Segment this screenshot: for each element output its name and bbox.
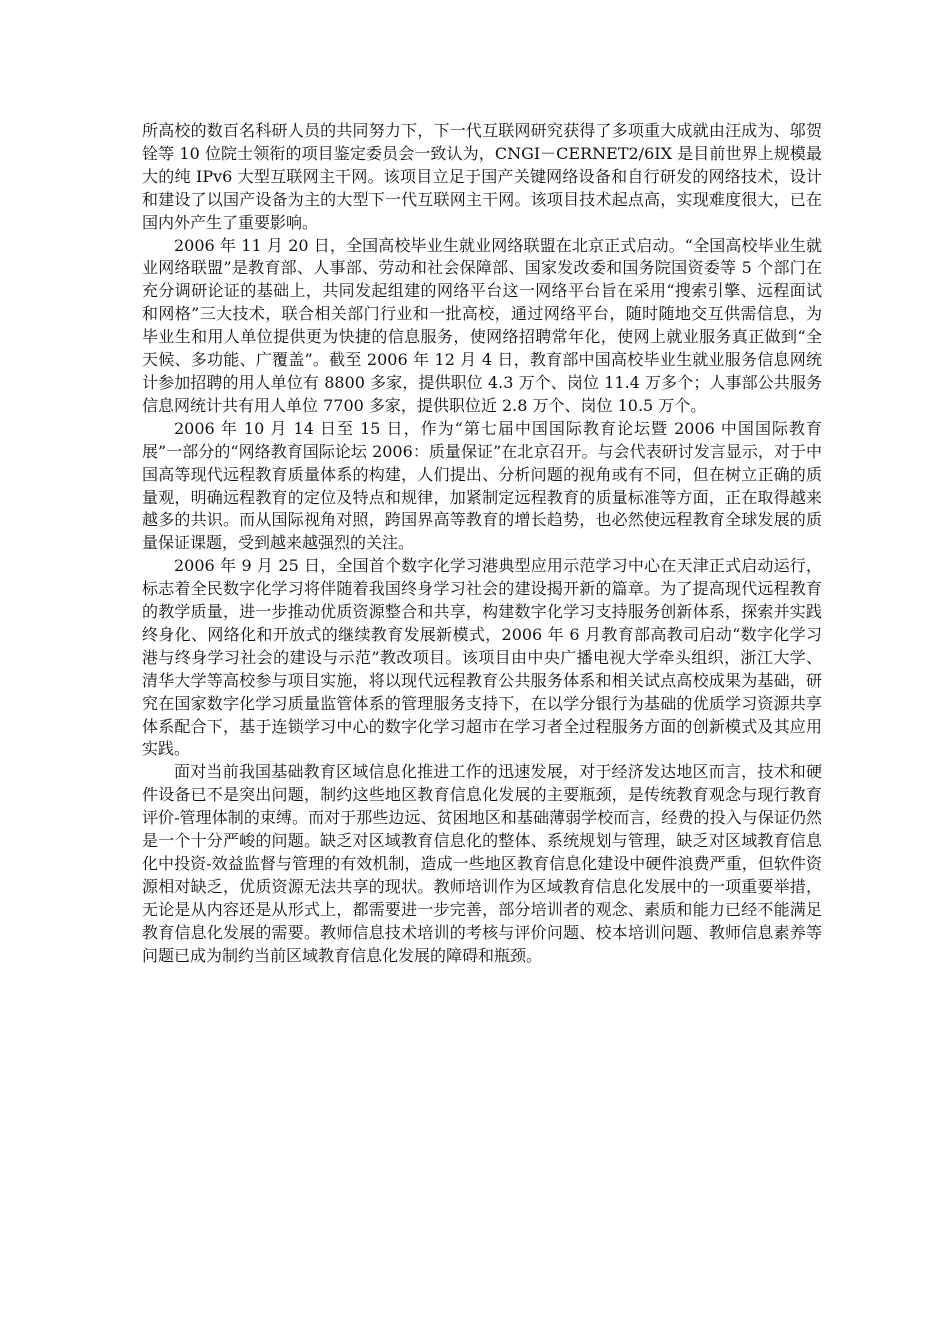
paragraph-education-forum: 2006 年 10 月 14 日至 15 日，作为“第七届中国国际教育论坛暨 2006 中国国际教育展”一部分的“网络教育国际论坛 2006：质量保证”在北京召开。与会代表研讨发言显示，对于中国高等现代远程教育质量体系的构建，人们提出、分析问题的视角或有不同，但在树立正确的质量观，明确远程教育的定位及特点和规律，加紧制定远程教育的质量标准等方面，正在取得越来越多的共识。而从国际视角对照，跨国界高等教育的增长趋势，也必然使远程教育全球发展的质量保证课题，受到越来越强烈的关注。	[142, 418, 822, 553]
paragraph-digital-learning-port: 2006 年 9 月 25 日，全国首个数字化学习港典型应用示范学习中心在天津正式启动运行，标志着全民数字化学习将伴随着我国终身学习社会的建设揭开新的篇章。为了提高现代远程教育的教学质量，进一步推动优质资源整合和共享，构建数字化学习支持服务创新体系，探索并实践终身化、网络化和开放式的继续教育发展新模式，2006 年 6 月教育部高教司启动“数字化学习港与终身学习社会的建设与示范”教改项目。该项目由中央广播电视大学牵头组织，浙江大学、清华大学等高校参与项目实施，将以现代远程教育公共服务体系和相关试点高校成果为基础，研究在国家数字化学习质量监管体系的管理服务支持下，在以学分银行为基础的优质学习资源共享体系配合下，基于连锁学习中心的数字化学习超市在学习者全过程服务方面的创新模式及其应用实践。	[142, 556, 822, 759]
document-page	[142, 120, 822, 968]
paragraph-employment-network: 2006 年 11 月 20 日，全国高校毕业生就业网络联盟在北京正式启动。“全国高校毕业生就业网络联盟”是教育部、人事部、劳动和社会保障部、国家发改委和国务院国资委等 5 个部门在充分调研论证的基础上，共同发起组建的网络平台这一网络平台旨在采用“搜索引擎、远程面试和网格”三大技术，联合相关部门行业和一批高校，通过网络平台，随时随地交互供需信息，为毕业生和用人单位提供更为快捷的信息服务，使网络招聘常年化，使网上就业服务真正做到“全天候、多功能、广覆盖”。截至 2006 年 12 月 4 日，教育部中国高校毕业生就业服务信息网统计参加招聘的用人单位有 8800 多家，提供职位 4.3 万个、岗位 11.4 万多个；人事部公共服务信息网统计共有用人单位 7700 多家，提供职位近 2.8 万个、岗位 10.5 万个。	[142, 235, 822, 415]
paragraph-regional-informatization: 面对当前我国基础教育区域信息化推进工作的迅速发展，对于经济发达地区而言，技术和硬件设备已不是突出问题，制约这些地区教育信息化发展的主要瓶颈，是传统教育观念与现行教育评价-管理体制的束缚。而对于那些边远、贫困地区和基础薄弱学校而言，经费的投入与保证仍然是一个十分严峻的问题。缺乏对区域教育信息化的整体、系统规划与管理，缺乏对区域教育信息化中投资-效益监督与管理的有效机制，造成一些地区教育信息化建设中硬件浪费严重，但软件资源相对缺乏，优质资源无法共享的现状。教师培训作为区域教育信息化发展中的一项重要举措，无论是从内容还是从形式上，都需要进一步完善，部分培训者的观念、素质和能力已经不能满足教育信息化发展的需要。教师信息技术培训的考核与评价问题、校本培训问题、教师信息素养等问题已成为制约当前区域教育信息化发展的障碍和瓶颈。	[142, 762, 822, 965]
paragraph-cngi: 所高校的数百名科研人员的共同努力下，下一代互联网研究获得了多项重大成就由汪成为、邬贺铨等 10 位院士领衔的项目鉴定委员会一致认为，CNGI－CERNET2/6IX 是目前世界上规模最大的纯 IPv6 大型互联网主干网。该项目立足于国产关键网络设备和自行研发的网络技术，设计和建设了以国产设备为主的大型下一代互联网主干网。该项目技术起点高，实现难度很大，已在国内外产生了重要影响。	[142, 121, 822, 232]
